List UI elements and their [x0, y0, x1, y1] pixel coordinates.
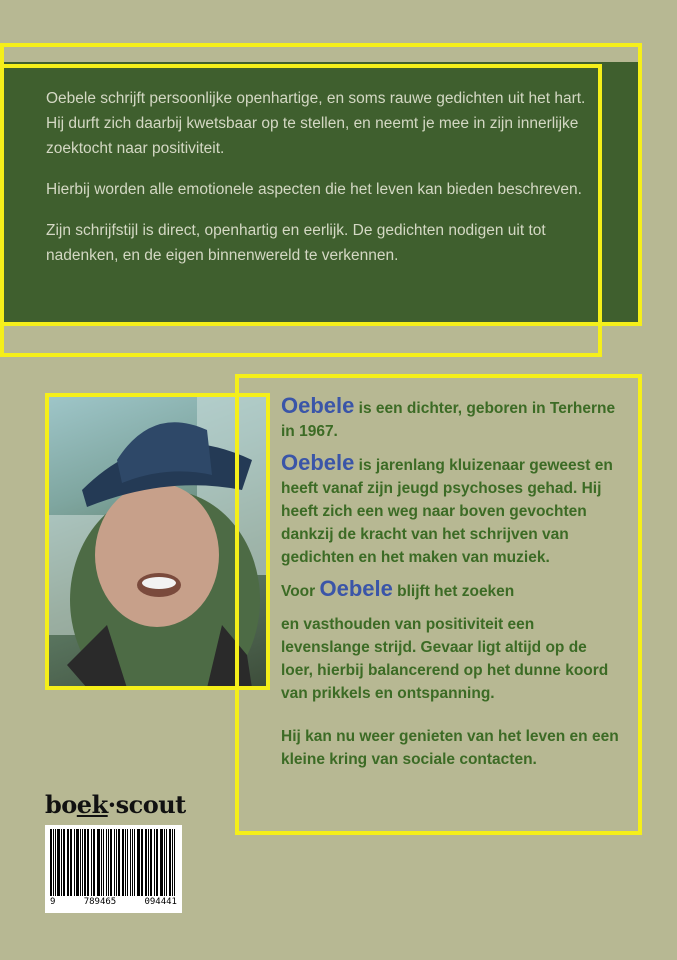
barcode-bar [108, 829, 109, 896]
logo-text: bo [45, 790, 77, 819]
isbn-digits-left: 789465 [83, 897, 117, 907]
barcode-bar [106, 829, 107, 896]
bio-text: blijft het zoeken [392, 583, 515, 600]
barcode-bar [137, 829, 140, 896]
blurb-text [46, 86, 606, 284]
barcode-bar [76, 829, 79, 896]
bio-paragraph [281, 394, 621, 443]
barcode-bar [82, 829, 83, 896]
barcode-bar [74, 829, 75, 896]
barcode-bar [150, 829, 152, 896]
barcode-bar [145, 829, 147, 896]
blurb-paragraph: Oebele schrijft persoonlijke openhartige, en soms rauwe gedichten uit het hart. Hij durft zich daarbij kwetsbaar op te stellen, en neemt je mee in zijn innerlijke zoektocht naar positiviteit. [46, 90, 586, 157]
barcode-bar [132, 829, 133, 896]
barcode-bar [80, 829, 81, 896]
barcode-bar [110, 829, 112, 896]
barcode-bar [84, 829, 86, 896]
barcode-bar [156, 829, 157, 896]
barcode-bar [61, 829, 62, 896]
blurb-paragraph: Zijn schrijfstijl is direct, openhartig en eerlijk. De gedichten nodigen uit tot nadenken, en de eigen binnenwereld te verkennen. [46, 222, 546, 264]
barcode-bar [101, 829, 102, 896]
blurb-paragraph: Hierbij worden alle emotionele aspecten die het leven kan bieden beschreven. [46, 181, 582, 198]
barcode-bar [127, 829, 128, 896]
barcode-bar [116, 829, 117, 896]
barcode-bar [50, 829, 52, 896]
author-name: Oebele [281, 450, 355, 475]
barcode-bar [114, 829, 115, 896]
barcode-bar [157, 829, 158, 896]
bio-text: Voor [281, 583, 320, 600]
bio-paragraph: en vasthouden van positiviteit een levenslange strijd. Gevaar ligt altijd op de loer, hierbij balancerend op het dunne koord van prikkels en ontspanning. [281, 616, 609, 702]
logo-text: scout [115, 790, 186, 819]
barcode-bar [164, 829, 165, 896]
barcode-bar [174, 829, 175, 896]
barcode-bar [97, 829, 100, 896]
barcode-bar [63, 829, 65, 896]
barcode-bar [94, 829, 95, 896]
barcode-bar [57, 829, 60, 896]
barcode-bar [160, 829, 163, 896]
bio-paragraph [281, 577, 621, 603]
barcode-bar [169, 829, 171, 896]
isbn-digits [50, 897, 177, 907]
publisher-logo [45, 790, 186, 819]
author-name: Oebele [281, 393, 355, 418]
barcode-bar [125, 829, 126, 896]
bio-text: is een dichter, geboren in Terherne in 1967. [281, 400, 616, 440]
bio-paragraph [281, 451, 621, 569]
barcode-bar [134, 829, 135, 896]
barcode-bar [122, 829, 124, 896]
logo-dot: · [107, 790, 116, 819]
barcode-bars [50, 829, 177, 896]
logo-text: ek [76, 790, 108, 819]
barcode-bar [55, 829, 56, 896]
barcode-bar [166, 829, 168, 896]
barcode-bar [68, 829, 69, 896]
barcode-bar [91, 829, 92, 896]
barcode-bar [103, 829, 105, 896]
author-name: Oebele [319, 576, 393, 601]
barcode-bar [141, 829, 142, 896]
barcode-bar [87, 829, 89, 896]
bio-paragraph: Hij kan nu weer genieten van het leven en een kleine kring van sociale contacten. [281, 728, 619, 768]
isbn-digit-first: 9 [50, 897, 56, 907]
barcode-bar [154, 829, 155, 896]
isbn-digits-right: 094441 [144, 897, 177, 907]
bio-text: is jarenlang kluizenaar geweest en heeft vanaf zijn jeugd psychoses gehad. Hij heeft zich een weg naar boven gevochten dankzij de kracht van het schrijven van gedichten en het maken van muziek. [281, 457, 613, 566]
barcode-bar [53, 829, 54, 896]
barcode-bar [118, 829, 121, 896]
barcode-bar [130, 829, 132, 896]
isbn-barcode [45, 825, 182, 913]
barcode-bar [67, 829, 68, 896]
barcode-bar [93, 829, 94, 896]
barcode-bar [148, 829, 149, 896]
barcode-bar [172, 829, 173, 896]
barcode-bar [142, 829, 143, 896]
author-bio [281, 394, 621, 779]
barcode-bar [70, 829, 72, 896]
